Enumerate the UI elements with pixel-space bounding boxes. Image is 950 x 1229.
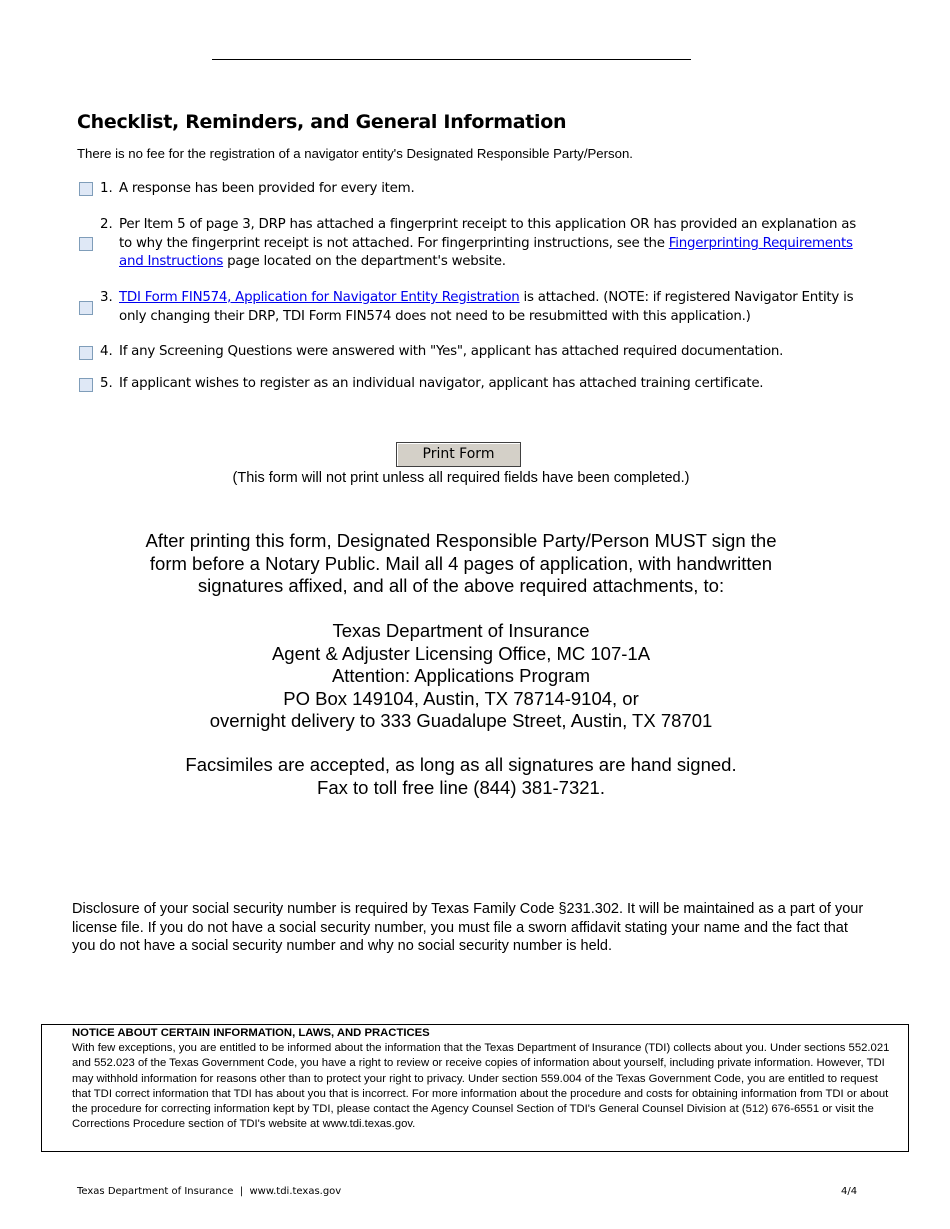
item-text (119, 289, 859, 326)
item-text: A response has been provided for every item. (119, 181, 415, 196)
fin574-form-link[interactable]: TDI Form FIN574, Application for Navigator Entity Registration (119, 290, 520, 305)
print-form-button[interactable]: Print Form (396, 442, 521, 467)
item-number: 1. (100, 181, 113, 196)
item-text-part: is attached. (NOTE: if registered Navigator Entity is only changing their DRP, TDI Form FIN574 does not need to be resubmitted with this application.) (119, 290, 854, 324)
item-number: 4. (100, 344, 113, 359)
page-title: Checklist, Reminders, and General Information (77, 111, 567, 133)
item-text: If any Screening Questions were answered with "Yes", applicant has attached required documentation. (119, 344, 784, 359)
fax-line: Fax to toll free line (844) 381-7321. (317, 776, 605, 798)
ssn-disclosure: Disclosure of your social security number is required by Texas Family Code §231.302. It will be maintained as a part of your license file. If you do not have a social security number, you must file a sworn affidavit stating your name and the fact that you do not have a social security number and why no social security number is held. (72, 901, 864, 954)
notice-title: NOTICE ABOUT CERTAIN INFORMATION, LAWS, AND PRACTICES (72, 1027, 430, 1039)
checkbox-item-4[interactable] (79, 346, 93, 360)
item-text: If applicant wishes to register as an individual navigator, applicant has attached training certificate. (119, 376, 764, 391)
instruction-line: After printing this form, Designated Responsible Party/Person MUST sign the (145, 530, 777, 551)
address-line: Texas Department of Insurance (332, 620, 590, 641)
intro-text: There is no fee for the registration of a navigator entity's Designated Responsible Party/Person. (77, 146, 633, 161)
item-text-part: page located on the department's website. (223, 254, 506, 269)
checklist-item-5 (77, 375, 867, 395)
checkbox-item-1[interactable] (79, 182, 93, 196)
item-text (119, 216, 859, 272)
fax-line: Facsimiles are accepted, as long as all signatures are hand signed. (185, 754, 737, 775)
address-line: PO Box 149104, Austin, TX 78714-9104, or (283, 687, 639, 709)
address-line: Attention: Applications Program (331, 665, 591, 686)
checkbox-item-3[interactable] (79, 301, 93, 315)
checklist-item-3 (77, 289, 867, 327)
instruction-line: form before a Notary Public. Mail all 4 pages of application, with handwritten (149, 552, 773, 574)
checkbox-item-2[interactable] (79, 237, 93, 251)
notice-body: With few exceptions, you are entitled to be informed about the information that the Texas Department of Insurance (TDI) collects about you. Under sections 552.021 and 552.023 of the Texas Government Code, you have a right to review or receive copies of information about yourself, including private information. However, TDI may withhold information for reasons other than to protect your right to privacy. Under section 559.004 of the Texas Government Code, you are entitled to request that TDI correct information that TDI has about you that is incorrect. For more information about the procedure and costs for obtaining information from TDI or about the procedure for correcting information kept by TDI, please contact the Agency Counsel Section of TDI's General Counsel Division at (512) 676-6551 or visit the Corrections Procedure section of TDI's website at www.tdi.texas.gov. (72, 1042, 890, 1131)
item-number: 3. (100, 290, 113, 305)
footer-agency: Texas Department of Insurance | www.tdi.texas.gov (77, 1186, 342, 1197)
checklist-item-1 (77, 180, 867, 200)
top-divider (212, 59, 691, 60)
mailing-instructions (0, 530, 922, 598)
mailing-address (0, 620, 922, 733)
fax-info (0, 754, 922, 799)
address-line: Agent & Adjuster Licensing Office, MC 107-1A (271, 642, 651, 664)
item-number: 2. (100, 217, 113, 232)
checklist-item-2 (77, 216, 867, 272)
checkbox-item-5[interactable] (79, 378, 93, 392)
page-number: 4/4 (841, 1186, 858, 1197)
print-note: (This form will not print unless all required fields have been completed.) (232, 470, 690, 486)
checklist-item-4 (77, 343, 867, 363)
item-text-part: Per Item 5 of page 3, DRP has attached a fingerprint receipt to this application OR has provided an explanation as to why the fingerprint receipt is not attached. For fingerprinting instructions, see the (119, 217, 856, 251)
instruction-line: signatures affixed, and all of the above required attachments, to: (197, 575, 725, 596)
privacy-notice (41, 1024, 909, 1152)
address-line: overnight delivery to 333 Guadalupe Street, Austin, TX 78701 (209, 710, 713, 731)
fingerprinting-link[interactable]: Fingerprinting Requirements and Instructions (119, 235, 853, 269)
item-number: 5. (100, 376, 113, 391)
